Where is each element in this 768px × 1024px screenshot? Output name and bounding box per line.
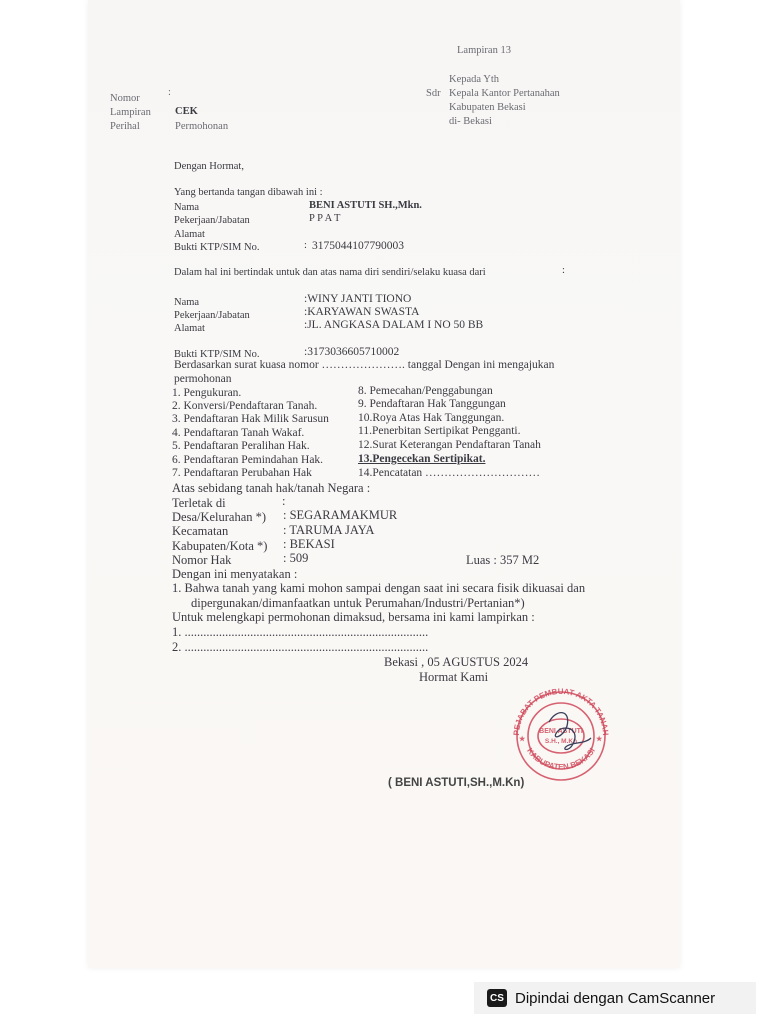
option-item: 4. Pendaftaran Tanah Wakaf. (172, 427, 305, 439)
signer-pekerjaan-value: P P A T (309, 213, 341, 224)
stamp-outer-top: PEJABAT PEMBUAT AKTA TANAH (511, 686, 611, 736)
attachments-intro: Untuk melengkapi permohonan dimaksud, bersama ini kami lampirkan : (172, 610, 535, 624)
acting-colon: : (562, 265, 565, 276)
kecamatan-label: Kecamatan (172, 524, 229, 538)
signer-ktp-label: Bukti KTP/SIM No. (174, 242, 260, 253)
signer-pekerjaan-label: Pekerjaan/Jabatan (174, 215, 250, 226)
recipient-city: di- Bekasi (449, 116, 492, 127)
lampiran-label: Lampiran (110, 107, 151, 118)
signer-ktp-colon: : (304, 240, 307, 251)
principal-nama-label: Nama (174, 297, 200, 308)
stamp-star-right: ★ (596, 736, 603, 743)
camscanner-text: Dipindai dengan CamScanner (515, 989, 716, 1007)
signer-nama-label: Nama (174, 202, 200, 213)
stamp-star-left: ★ (519, 736, 526, 743)
signer-ktp-value: 3175044107790003 (312, 240, 404, 252)
closing-hormat: Hormat Kami (419, 670, 489, 684)
attachment-line-1: 1. .............................................................................. (172, 625, 429, 639)
signer-name: ( BENI ASTUTI,SH.,M.Kn) (388, 777, 525, 789)
closing-date: Bekasi , 05 AGUSTUS 2024 (384, 655, 529, 669)
option-item: 2. Konversi/Pendaftaran Tanah. (172, 400, 318, 412)
option-item: 5. Pendaftaran Peralihan Hak. (172, 440, 310, 452)
greeting: Dengan Hormat, (174, 161, 244, 172)
option-item: 6. Pendaftaran Pemindahan Hak. (172, 454, 324, 466)
signer-nama-value: BENI ASTUTI SH.,Mkn. (309, 200, 422, 211)
recipient-kabupaten: Kabupaten Bekasi (449, 102, 526, 113)
option-item: 11.Penerbitan Sertipikat Pengganti. (358, 425, 521, 437)
principal-alamat-value: :JL. ANGKASA DALAM I NO 50 BB (304, 319, 484, 331)
signer-alamat-label: Alamat (174, 229, 205, 240)
nomor-label: Nomor (110, 93, 140, 104)
document-page (88, 0, 680, 968)
kuasa-line: Berdasarkan surat kuasa nomor …………………. tanggal Dengan ini mengajukan (174, 359, 555, 371)
luas-value: Luas : 357 M2 (466, 553, 540, 567)
principal-ktp-value: :3173036605710002 (304, 346, 400, 358)
option-item: 9. Pendaftaran Hak Tanggungan (358, 398, 506, 410)
statement-item-1b: dipergunakan/dimanfaatkan untuk Perumahan/Industri/Pertanian*) (191, 596, 525, 610)
principal-pekerjaan-value: :KARYAWAN SWASTA (304, 306, 420, 318)
option-item: 10.Roya Atas Hak Tanggungan. (358, 412, 505, 424)
attachment-line-2: 2. .............................................................................. (172, 640, 429, 654)
nomor-colon: : (168, 87, 171, 98)
desa-label: Desa/Kelurahan *) (172, 510, 267, 524)
nomor-hak-value: : 509 (283, 551, 309, 565)
intro-text: Yang bertanda tangan dibawah ini : (174, 187, 323, 198)
land-intro: Atas sebidang tanah hak/tanah Negara : (172, 481, 371, 495)
statement-item-1a: 1. Bahwa tanah yang kami mohon sampai dengan saat ini secara fisik dikuasai dan (172, 581, 586, 595)
camscanner-watermark (474, 982, 756, 1014)
statement-intro: Dengan ini menyatakan : (172, 567, 298, 581)
option-item: 1. Pengukuran. (172, 387, 242, 399)
option-item-selected: 13.Pengecekan Sertipikat. (358, 453, 486, 465)
perihal-value: Permohonan (175, 121, 229, 132)
notary-stamp (501, 686, 621, 782)
desa-value: : SEGARAMAKMUR (283, 508, 398, 522)
principal-pekerjaan-label: Pekerjaan/Jabatan (174, 310, 250, 321)
option-item: 14.Pencatatan ………………………… (358, 467, 541, 479)
kabupaten-value: : BEKASI (283, 537, 335, 551)
principal-alamat-label: Alamat (174, 323, 205, 334)
kepada-yth: Kepada Yth (449, 74, 500, 85)
option-item: 12.Surat Keterangan Pendaftaran Tanah (358, 439, 541, 451)
camscanner-logo-icon: CS (487, 989, 507, 1007)
stamp-outer-bottom: KABUPATEN BEKASI (525, 746, 597, 772)
kabupaten-label: Kabupaten/Kota *) (172, 539, 268, 553)
option-item: 8. Pemecahan/Penggabungan (358, 385, 493, 397)
kecamatan-value: : TARUMA JAYA (283, 523, 375, 537)
sdr-label: Sdr (426, 88, 441, 99)
recipient-title: Kepala Kantor Pertanahan (449, 88, 560, 99)
terletak-label: Terletak di (172, 496, 226, 510)
lampiran-number: Lampiran 13 (457, 45, 511, 56)
terletak-colon: : (282, 494, 286, 508)
nomor-hak-label: Nomor Hak (172, 553, 232, 567)
principal-ktp-label: Bukti KTP/SIM No. (174, 349, 260, 360)
principal-nama-value: :WINY JANTI TIONO (304, 293, 412, 305)
stamp-inner-title: S.H., M.Kn (544, 738, 578, 745)
lampiran-value: CEK (175, 106, 198, 117)
option-item: 7. Pendaftaran Perubahan Hak (172, 467, 312, 479)
stamp-inner-name: BENI ASTUTI (539, 728, 583, 735)
perihal-label: Perihal (110, 121, 140, 132)
permohonan-word: permohonan (174, 373, 232, 385)
acting-text: Dalam hal ini bertindak untuk dan atas nama diri sendiri/selaku kuasa dari (174, 267, 486, 278)
option-item: 3. Pendaftaran Hak Milik Sarusun (172, 413, 329, 425)
